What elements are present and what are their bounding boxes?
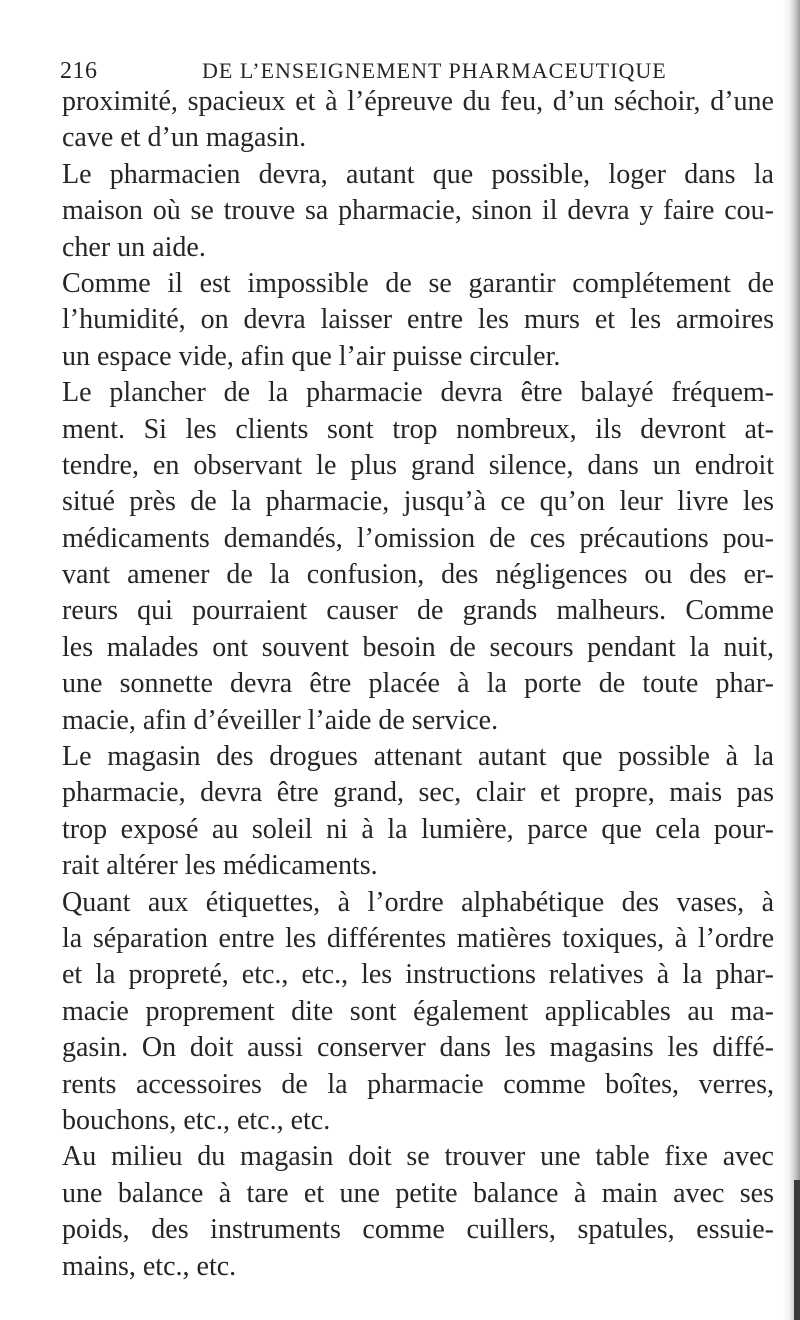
text-line: gasin. On doit aussi conserver dans les magasins les diffé- — [62, 1032, 774, 1064]
text-line: poids, des instruments comme cuillers, spatules, essuie- — [62, 1214, 774, 1246]
text-line: Le magasin des drogues attenant autant que possible à la — [62, 741, 774, 773]
text-line: macie proprement dite sont également applicables au ma- — [62, 995, 774, 1027]
text-line: proximité, spacieux et à l’épreuve du feu, d’un séchoir, d’une — [62, 86, 774, 117]
page-spine-shadow — [782, 0, 800, 1320]
text-line: situé près de la pharmacie, jusqu’à ce qu’on leur livre les — [62, 486, 774, 518]
text-line: médicaments demandés, l’omission de ces précautions pou- — [62, 522, 774, 554]
text-line: ment. Si les clients sont trop nombreux, ils devront at- — [62, 413, 774, 445]
text-line: et la propreté, etc., etc., les instructions relatives à la phar- — [62, 959, 774, 991]
text-line: bouchons, etc., etc., etc. — [62, 1104, 331, 1136]
text-line: Comme il est impossible de se garantir complétement de — [62, 267, 774, 299]
text-line: tendre, en observant le plus grand silence, dans un endroit — [62, 449, 774, 481]
text-line: mains, etc., etc. — [62, 1250, 237, 1282]
text-line: Quant aux étiquettes, à l’ordre alphabétique des vases, à — [62, 886, 774, 918]
text-line: une balance à tare et une petite balance à main avec ses — [62, 1177, 774, 1209]
body-text — [62, 84, 774, 1285]
text-line: un espace vide, afin que l’air puisse circuler. — [62, 340, 561, 372]
text-line: macie, afin d’éveiller l’aide de service. — [62, 704, 499, 736]
text-line: Le plancher de la pharmacie devra être balayé fréquem- — [62, 377, 774, 409]
text-line: vant amener de la confusion, des négligences ou des er- — [62, 559, 774, 591]
text-line: rait altérer les médicaments. — [62, 850, 378, 882]
text-line: cave et d’un magasin. — [62, 122, 307, 154]
text-line: rents accessoires de la pharmacie comme boîtes, verres, — [62, 1068, 774, 1100]
page-number: 216 — [60, 58, 98, 84]
text-line: trop exposé au soleil ni à la lumière, parce que cela pour- — [62, 813, 774, 845]
text-line: Au milieu du magasin doit se trouver une table fixe avec — [62, 1141, 774, 1173]
text-line: reurs qui pourraient causer de grands malheurs. Comme — [62, 595, 774, 627]
text-line: Le pharmacien devra, autant que possible, loger dans la — [62, 158, 774, 190]
text-line: cher un aide. — [62, 231, 206, 263]
text-line: maison où se trouve sa pharmacie, sinon il devra y faire cou- — [62, 195, 774, 227]
text-line: pharmacie, devra être grand, sec, clair et propre, mais pas — [62, 777, 774, 809]
text-line: les malades ont souvent besoin de secours pendant la nuit, — [62, 631, 774, 663]
text-line: une sonnette devra être placée à la porte de toute phar- — [62, 668, 774, 700]
text-line: la séparation entre les différentes matières toxiques, à l’ordre — [62, 922, 774, 954]
text-line: l’humidité, on devra laisser entre les murs et les armoires — [62, 304, 774, 336]
running-title: DE L’ENSEIGNEMENT PHARMACEUTIQUE — [202, 58, 667, 83]
page-edge-dark — [794, 1180, 800, 1320]
